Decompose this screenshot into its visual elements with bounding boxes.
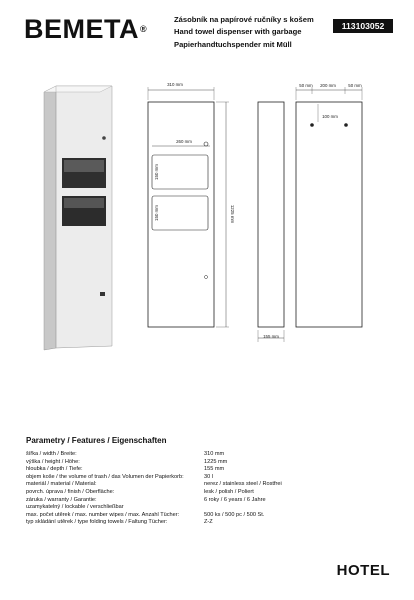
dim-inner-width: 260 mm <box>176 139 192 144</box>
parameter-row <box>26 459 376 467</box>
parameter-label: uzamykatelný / lockable / verschließbar <box>26 504 124 511</box>
parameter-value: 6 roky / 6 years / 6 Jahre <box>204 496 266 503</box>
parameter-label: typ skládání utěrek / type folding towels / Faltung Tücher: <box>26 519 168 526</box>
product-code: 113103052 <box>333 19 393 33</box>
parameter-row <box>26 474 376 482</box>
front-view <box>148 82 235 327</box>
parameter-label: objem koše / the volume of trash / das Volumen der Papierkorb: <box>26 473 184 480</box>
parameter-label: výška / height / Höhe: <box>26 458 80 465</box>
wall-mount-view <box>296 83 362 327</box>
trademark-symbol: ® <box>140 24 148 34</box>
parameter-row <box>26 497 376 505</box>
side-view <box>258 102 284 342</box>
parameter-value: 1225 mm <box>204 458 228 465</box>
dim-wall-mid: 200 mm <box>320 83 336 88</box>
parameter-value: 500 ks / 500 pc / 500 St. <box>204 511 265 518</box>
parameter-value <box>204 504 376 512</box>
parameter-label: povrch. úprava / finish / Oberfläche: <box>26 488 115 495</box>
parameter-row <box>26 466 376 474</box>
parameter-label: materiál / material / Material: <box>26 481 97 488</box>
dim-depth: 155 mm <box>263 334 279 339</box>
dim-wall-right: 50 mm <box>348 83 362 88</box>
title-german: Papierhandtuchspender mit Müll <box>174 39 292 49</box>
product-titles <box>174 14 314 51</box>
product-render <box>44 86 112 350</box>
dim-wall-drop: 100 mm <box>322 114 338 119</box>
parameter-value: 155 mm <box>204 466 225 473</box>
parameter-row <box>26 481 376 489</box>
brand-name: BEMETA <box>24 14 139 44</box>
parameter-value: lesk / polish / Poliert <box>204 488 254 495</box>
parameter-row <box>26 451 376 459</box>
parameter-value: 310 mm <box>204 451 225 457</box>
dim-wall-left: 50 mm <box>299 83 313 88</box>
technical-drawings <box>0 60 414 420</box>
parameter-value: 30 l <box>204 473 214 480</box>
parameter-value: nerez / stainless steel / Rostfrei <box>204 481 282 488</box>
parameters-heading: Parametry / Features / Eigenschaften <box>26 436 167 445</box>
parameter-label: záruka / warranty / Garantie: <box>26 496 97 503</box>
parameter-row <box>26 489 376 497</box>
dim-height: 1225 mm <box>230 204 235 224</box>
parameter-label: max. počet utěrek / max. number wipes / max. Anzahl Tücher: <box>26 511 180 518</box>
parameter-label: hloubka / depth / Tiefe: <box>26 466 83 473</box>
parameter-row <box>26 519 376 527</box>
parameter-row <box>26 512 376 520</box>
parameter-label: šířka / width / Breite: <box>26 451 77 457</box>
title-czech: Zásobník na papírové ručníky s košem <box>174 15 314 24</box>
dim-width: 310 mm <box>167 82 183 87</box>
dim-slot-top: 150 mm <box>154 164 159 180</box>
parameter-row <box>26 504 376 512</box>
category-label: HOTEL <box>336 562 390 579</box>
dim-slot-bottom: 150 mm <box>154 205 159 221</box>
parameter-value: Z-Z <box>204 519 213 526</box>
title-english: Hand towel dispenser with garbage <box>174 27 302 37</box>
brand-logo <box>24 14 147 44</box>
parameters-table <box>26 451 376 527</box>
